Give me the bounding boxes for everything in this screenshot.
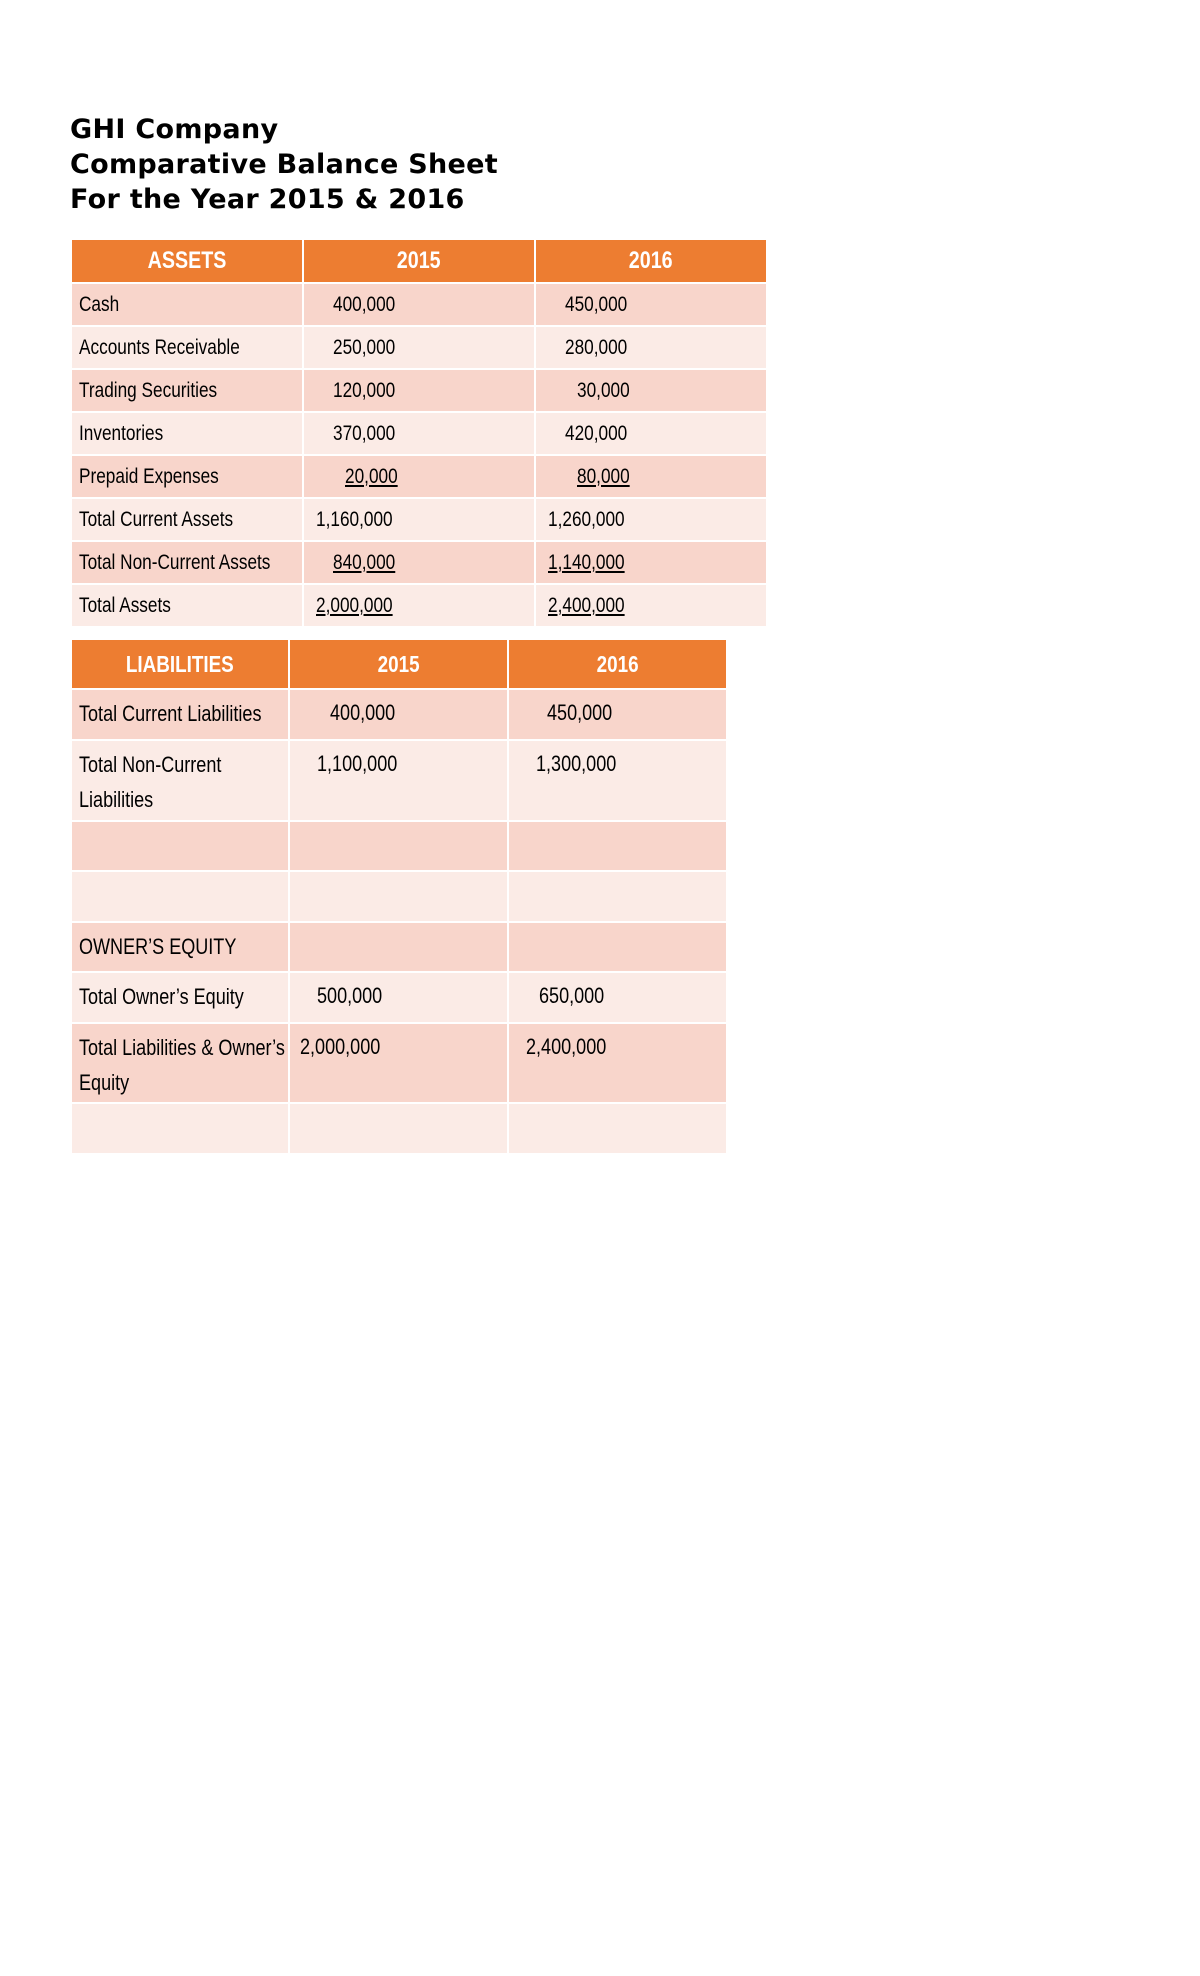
value-2015: 2,000,000 [315,593,393,617]
row-label: Cash [79,292,120,316]
table-row [71,412,767,455]
table-row [71,871,727,922]
liabilities-header-2016: 2016 [508,639,727,689]
assets-table [70,238,768,628]
value-2016: 1,260,000 [547,507,625,531]
row-label: Accounts Receivable [79,335,240,359]
row-label: Total Liabilities & Owner’s Equity [79,1035,285,1095]
value-2016: 80,000 [576,464,630,488]
value-2015: 1,100,000 [317,751,398,776]
row-label: Total Current Assets [79,507,234,531]
row-label: Trading Securities [79,378,218,402]
value-2016: 280,000 [565,335,628,359]
value-2015: 120,000 [333,378,396,402]
value-2016: 30,000 [576,378,630,402]
company-name: GHI Company [70,114,279,145]
table-row [71,922,727,972]
value-2016: 1,300,000 [536,751,617,776]
value-2015: 400,000 [330,700,396,725]
section-label: OWNER’S EQUITY [79,934,237,959]
value-2015: 20,000 [344,464,398,488]
row-label: Prepaid Expenses [79,464,219,488]
row-label: Total Non-Current Assets [79,550,271,574]
value-2016: 2,400,000 [526,1034,607,1059]
report-period: For the Year 2015 & 2016 [70,184,465,215]
row-label: Inventories [79,421,164,445]
assets-header-row [71,239,767,283]
value-2016: 650,000 [539,983,605,1008]
liabilities-header-2015: 2015 [289,639,508,689]
liabilities-header: LIABILITIES [71,639,289,689]
value-2016: 450,000 [565,292,628,316]
value-2016: 2,400,000 [547,593,625,617]
table-row [71,972,727,1023]
row-label: Total Owner’s Equity [79,984,244,1009]
assets-header: ASSETS [71,239,303,283]
table-row [71,1023,727,1103]
table-row [71,369,767,412]
report-title [70,112,498,217]
table-row [71,326,767,369]
table-row [71,821,727,871]
table-row [71,455,767,498]
value-2015: 840,000 [333,550,396,574]
row-label: Total Current Liabilities [79,701,262,726]
value-2016: 450,000 [547,700,613,725]
table-row [71,541,767,584]
assets-header-2016: 2016 [535,239,767,283]
value-2015: 400,000 [333,292,396,316]
value-2015: 500,000 [317,983,383,1008]
value-2015: 250,000 [333,335,396,359]
value-2015: 370,000 [333,421,396,445]
table-row [71,740,727,821]
report-name: Comparative Balance Sheet [70,149,498,180]
value-2016: 1,140,000 [547,550,625,574]
table-row [71,283,767,326]
liabilities-table [70,638,728,1155]
value-2015: 2,000,000 [300,1034,381,1059]
table-row [71,689,727,740]
table-row [71,1103,727,1154]
table-row [71,584,767,627]
value-2015: 1,160,000 [315,507,393,531]
row-label: Total Assets [79,593,171,617]
value-2016: 420,000 [565,421,628,445]
row-label: Total Non-Current Liabilities [79,752,222,812]
assets-header-2015: 2015 [303,239,535,283]
table-row [71,498,767,541]
liabilities-header-row [71,639,727,689]
